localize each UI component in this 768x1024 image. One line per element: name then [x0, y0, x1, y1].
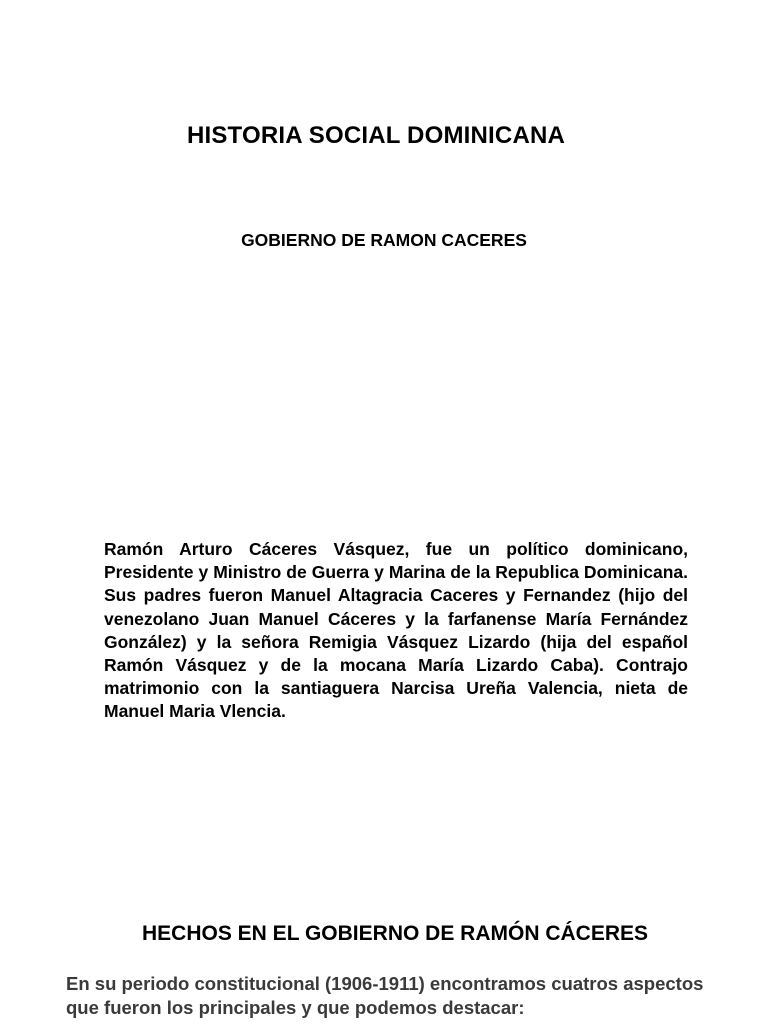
document-title: HISTORIA SOCIAL DOMINICANA	[186, 122, 566, 149]
document-subtitle: GOBIERNO DE RAMON CACERES	[241, 230, 527, 250]
section-heading: HECHOS EN EL GOBIERNO DE RAMÓN CÁCERES	[142, 922, 648, 945]
biography-paragraph: Ramón Arturo Cáceres Vásquez, fue un político dominicano, Presidente y Ministro de Guerra y Marina de la Republica Dominicana. Sus padres fueron Manuel Altagracia Caceres y Fernandez (hijo del venezolano Juan Manuel Cáceres y la farfanense María Fernández González) y la señora Remigia Vásquez Lizardo (hija del español Ramón Vásquez y de la mocana María Lizardo Caba). Contrajo matrimonio con la santiaguera Narcisa Ureña Valencia, nieta de Manuel Maria Vlencia.	[104, 539, 688, 722]
intro-paragraph: En su periodo constitucional (1906-1911) encontramos cuatros aspectos que fueron los principales y que podemos destacar:	[66, 973, 704, 1018]
